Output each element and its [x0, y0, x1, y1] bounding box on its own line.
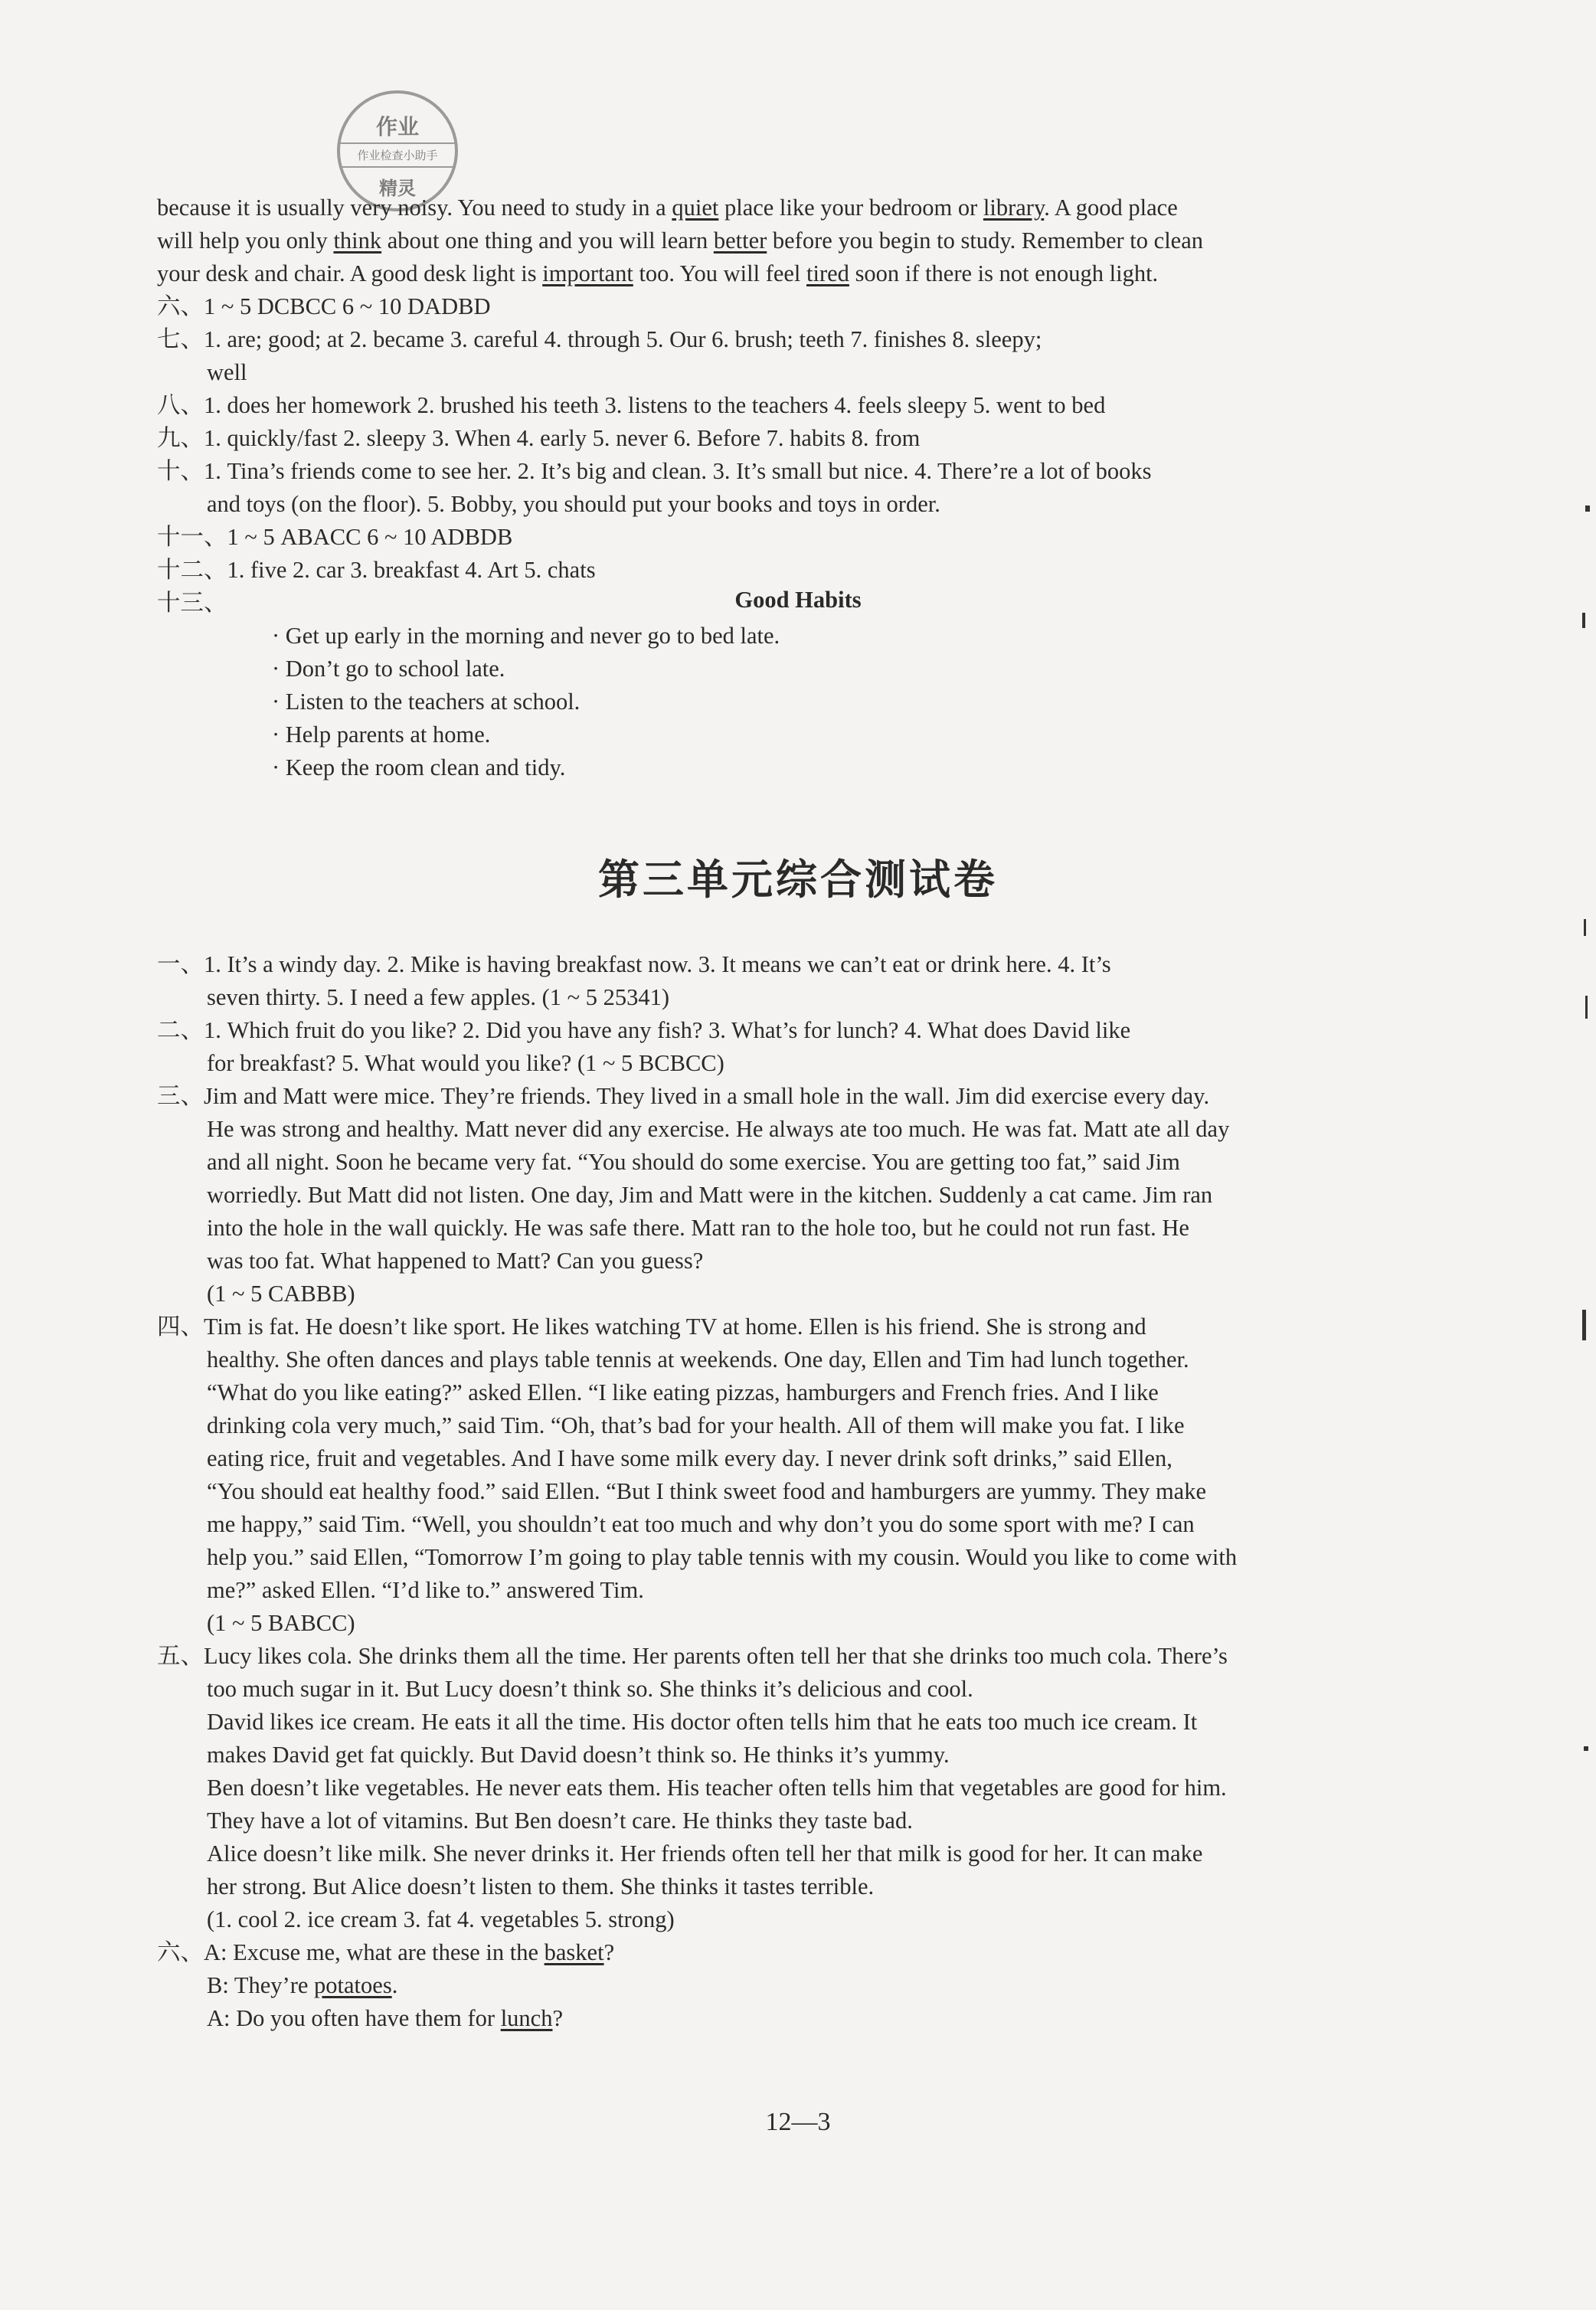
- page-number: 12—3: [765, 2108, 831, 2136]
- answers-section: [157, 290, 1413, 620]
- answer-line: (1 ~ 5 CABBB): [207, 1281, 355, 1307]
- stamp-text: 作业: [375, 114, 419, 139]
- answer-line: 十二、1. five 2. car 3. breakfast 4. Art 5. chats: [157, 557, 596, 583]
- passage-line: Alice doesn’t like milk. She never drinks it. Her friends often tell her that milk is good for her. It can make: [207, 1840, 1203, 1867]
- top-passage: [157, 191, 1413, 290]
- passage-line: healthy. She often dances and plays table tennis at weekends. One day, Ellen and Tim had lunch together.: [207, 1346, 1189, 1373]
- scan-mark: [1582, 613, 1585, 628]
- stamp-text: 精灵: [379, 178, 416, 199]
- passage-line: Ben doesn’t like vegetables. He never eats them. His teacher often tells him that vegetables are good for him.: [207, 1775, 1227, 1801]
- answer-line: 十、1. Tina’s friends come to see her. 2. It’s big and clean. 3. It’s small but nice. 4. There’re a lot of books: [157, 458, 1152, 484]
- scan-mark: [1584, 1746, 1588, 1751]
- passage-line: makes David get fat quickly. But David doesn’t think so. He thinks it’s yummy.: [207, 1742, 950, 1768]
- answer-line: seven thirty. 5. I need a few apples. (1 ~ 5 25341): [207, 984, 670, 1010]
- passage-line: was too fat. What happened to Matt? Can you guess?: [207, 1248, 704, 1274]
- passage-line: worriedly. But Matt did not listen. One day, Jim and Matt were in the kitchen. Suddenly a cat came. Jim ran: [207, 1182, 1213, 1208]
- habits-list: [157, 620, 1413, 784]
- scan-mark: [1584, 919, 1586, 936]
- answer-word: quiet: [672, 195, 719, 221]
- answer-line: 八、1. does her homework 2. brushed his teeth 3. listens to the teachers 4. feels sleepy 5. went to bed: [157, 392, 1106, 418]
- dialogue-line: B: They’re potatoes.: [207, 1972, 398, 1998]
- answer-line: for breakfast? 5. What would you like? (1 ~ 5 BCBCC): [207, 1050, 724, 1076]
- list-item: · Help parents at home.: [272, 721, 491, 748]
- section-title: 第三单元综合测试卷: [598, 855, 998, 904]
- list-item: · Listen to the teachers at school.: [272, 689, 581, 715]
- answer-word: tired: [806, 260, 849, 286]
- dialogue-line: A: Do you often have them for lunch?: [207, 2005, 564, 2031]
- scan-mark: [1585, 996, 1588, 1019]
- list-item: · Don’t go to school late.: [272, 656, 505, 682]
- passage-line: and all night. Soon he became very fat. “You should do some exercise. You are getting too fat,” said Jim: [207, 1149, 1180, 1175]
- passage-line: “What do you like eating?” asked Ellen. “I like eating pizzas, hamburgers and French fries. And I like: [207, 1379, 1159, 1405]
- passage-line: David likes ice cream. He eats it all the time. His doctor often tells him that he eats too much ice cream. It: [207, 1709, 1198, 1735]
- answer-word: important: [542, 260, 633, 286]
- answer-line: 九、1. quickly/fast 2. sleepy 3. When 4. early 5. never 6. Before 7. habits 8. from: [157, 425, 921, 451]
- answer-line: (1 ~ 5 BABCC): [207, 1610, 355, 1636]
- scan-mark: [1585, 506, 1590, 512]
- passage-line: into the hole in the wall quickly. He was safe there. Matt ran to the hole too, but he could not run fast. He: [207, 1215, 1189, 1241]
- passage-line: will help you only think about one thing and you will learn better before you begin to study. Remember to clean: [157, 227, 1203, 254]
- answer-word: better: [713, 227, 767, 254]
- dialogue-line: 六、A: Excuse me, what are these in the basket?: [157, 1939, 615, 1965]
- list-item: · Keep the room clean and tidy.: [272, 754, 566, 780]
- answer-word: potatoes: [314, 1972, 392, 1998]
- passage-line: “You should eat healthy food.” said Ellen. “But I think sweet food and hamburgers are yummy. They make: [207, 1478, 1207, 1504]
- answer-line: 六、1 ~ 5 DCBCC 6 ~ 10 DADBD: [157, 293, 491, 319]
- passage-line: too much sugar in it. But Lucy doesn’t think so. She thinks it’s delicious and cool.: [207, 1676, 973, 1702]
- answer-line: 十三、: [157, 590, 227, 616]
- passage-line: 四、Tim is fat. He doesn’t like sport. He likes watching TV at home. Ellen is his friend. She is strong and: [157, 1314, 1146, 1340]
- answer-word: basket: [544, 1939, 604, 1965]
- habits-heading: Good Habits: [734, 587, 862, 613]
- answer-line: 七、1. are; good; at 2. became 3. careful 4. through 5. Our 6. brush; teeth 7. finishes 8. sleepy;: [157, 326, 1042, 352]
- passage-line: because it is usually very noisy. You need to study in a quiet place like your bedroom or library. A good place: [157, 195, 1178, 221]
- passage-line: eating rice, fruit and vegetables. And I have some milk every day. I never drink soft drinks,” said Ellen,: [207, 1445, 1172, 1471]
- passage-line: They have a lot of vitamins. But Ben doesn’t care. He thinks they taste bad.: [207, 1808, 913, 1834]
- answer-line: well: [207, 359, 247, 385]
- passage-line: help you.” said Ellen, “Tomorrow I’m going to play table tennis with my cousin. Would you like to come with: [207, 1544, 1238, 1570]
- scan-mark: [1582, 1310, 1586, 1340]
- answer-line: 二、1. Which fruit do you like? 2. Did you have any fish? 3. What’s for lunch? 4. What does David like: [157, 1017, 1131, 1043]
- answer-line: (1. cool 2. ice cream 3. fat 4. vegetables 5. strong): [207, 1906, 675, 1932]
- unit3-section: [157, 948, 1413, 2035]
- answer-word: library: [983, 195, 1045, 221]
- passage-line: He was strong and healthy. Matt never did any exercise. He always ate too much. He was fat. Matt ate all day: [207, 1116, 1230, 1142]
- passage-line: me?” asked Ellen. “I’d like to.” answered Tim.: [207, 1577, 644, 1603]
- passage-line: your desk and chair. A good desk light is important too. You will feel tired soon if there is not enough light.: [157, 260, 1159, 286]
- stamp-text: 作业检查小助手: [340, 142, 455, 168]
- passage-line: me happy,” said Tim. “Well, you shouldn’t eat too much and why don’t you do some sport with me? I can: [207, 1511, 1195, 1537]
- answer-line: 一、1. It’s a windy day. 2. Mike is having breakfast now. 3. It means we can’t eat or drink here. 4. It’s: [157, 951, 1111, 977]
- passage-line: drinking cola very much,” said Tim. “Oh, that’s bad for your health. All of them will make you fat. I like: [207, 1412, 1185, 1438]
- list-item: · Get up early in the morning and never go to bed late.: [272, 623, 780, 649]
- answer-word: lunch: [500, 2005, 553, 2031]
- passage-line: her strong. But Alice doesn’t listen to them. She thinks it tastes terrible.: [207, 1873, 875, 1899]
- answer-line: 十一、1 ~ 5 ABACC 6 ~ 10 ADBDB: [157, 524, 513, 550]
- passage-line: 三、Jim and Matt were mice. They’re friends. They lived in a small hole in the wall. Jim did exercise every day.: [157, 1083, 1210, 1109]
- answer-line: and toys (on the floor). 5. Bobby, you should put your books and toys in order.: [207, 491, 940, 517]
- passage-line: 五、Lucy likes cola. She drinks them all the time. Her parents often tell her that she drinks too much cola. There’s: [157, 1643, 1228, 1669]
- answer-word: think: [333, 227, 382, 254]
